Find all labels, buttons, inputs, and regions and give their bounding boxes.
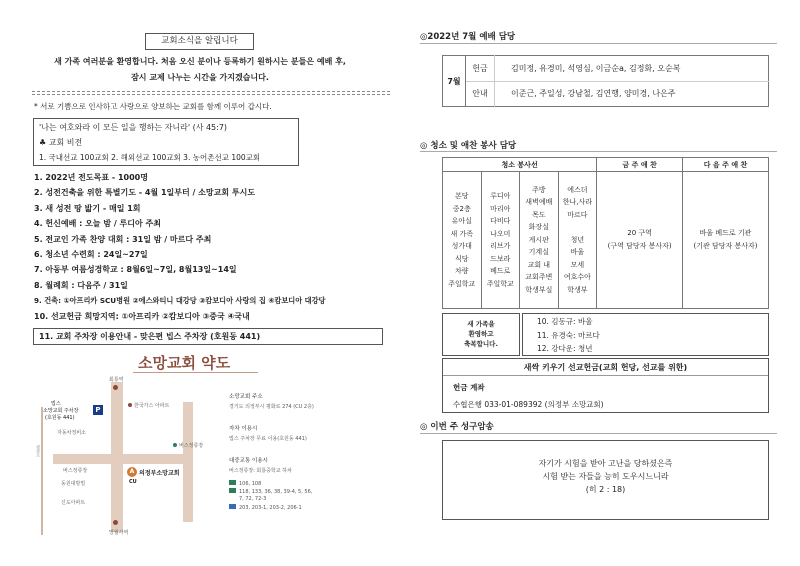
offering-names: 김미정, 유경미, 석영심, 이금순a, 김정화, 오순복 bbox=[495, 56, 769, 82]
divider bbox=[32, 94, 390, 95]
usher-names: 이준근, 주일성, 강남철, 김연행, 양미경, 나은주 bbox=[511, 89, 676, 99]
cleaning-col: 본당 중2층 유아실 새 가족 성가대 식당 차량 주일학교 bbox=[443, 172, 482, 309]
label-church: 의정부소망교회 bbox=[139, 470, 180, 477]
info-transit-head: 대중교통 이용시 bbox=[229, 458, 268, 464]
memory-line: 자기가 시험을 받아 고난을 당하셨은즉 bbox=[538, 459, 673, 468]
road-side bbox=[183, 402, 193, 522]
month-cell: 7월 bbox=[443, 56, 466, 107]
rule bbox=[420, 433, 777, 434]
memory-box bbox=[442, 440, 769, 520]
parking-box bbox=[33, 328, 383, 345]
label-sinchon: 신도아파트 bbox=[61, 500, 86, 506]
news-title-box bbox=[145, 33, 254, 50]
this-week-cell: 20 구역 (구역 담당자 봉사자) bbox=[597, 172, 683, 309]
info-car-head: 자차 이용시 bbox=[229, 426, 258, 432]
label-vips: 빕스 bbox=[51, 401, 61, 407]
mission-box bbox=[442, 358, 769, 413]
info-address-head: 소망교회 주소 bbox=[229, 394, 263, 400]
bus-line: 203, 203-1, 203-2, 206-1 bbox=[229, 504, 384, 512]
mission-title: 새싹 키우기 선교헌금(교회 헌당, 선교를 위한) bbox=[523, 363, 688, 372]
newcomer: 12. 강다운: 청년 bbox=[537, 344, 593, 353]
label-dong: 동원대방빌 bbox=[61, 481, 86, 487]
rule bbox=[443, 375, 768, 376]
vision-items: 1. 국내선교 100교회 2. 해외선교 100교회 3. 농어촌선교 100교회 bbox=[39, 153, 261, 162]
bus-line: 7, 72, 72-3 bbox=[239, 496, 267, 502]
info-transit: 버스정류장: 회룡중학교 하차 bbox=[229, 468, 292, 474]
vision-title: ♣ 교회 비전 bbox=[39, 138, 83, 147]
label-parking: 소망교회 주차장 bbox=[43, 408, 79, 414]
list-item: 10. 선교헌금 희망지역: ①아프리카 ②캄보디아 ③중국 ④국내 bbox=[34, 311, 250, 321]
welcome-line-2: 잠시 교제 나누는 시간을 가지겠습니다. bbox=[131, 73, 269, 82]
cleaning-col: 에스더 한나,사라 마르다 청년 바울 모세 여호수아 학생부 bbox=[558, 172, 597, 309]
bus-line: 118, 133, 36, 38, 39-4, 5, 56, bbox=[229, 488, 384, 496]
announcement-list bbox=[34, 170, 394, 324]
list-item: 2. 성전건축을 위한 특별기도 - 4월 1일부터 / 소망교회 투시도 bbox=[34, 188, 256, 198]
map-title: 소망교회 약도 bbox=[138, 354, 231, 372]
pin-mangwol bbox=[113, 520, 118, 525]
newcomer-label: 새 가족을 환영하고 축복합니다. bbox=[442, 313, 520, 356]
memory-line: 시험 받는 자들을 능히 도우시느니라 bbox=[542, 472, 669, 481]
welcome-line-1: 새 가족 여러분을 환영합니다. 처음 오신 분이나 등록하기 원하시는 분들은 예배 후, bbox=[54, 57, 346, 66]
parking-marker: P bbox=[93, 405, 103, 415]
label-hanguk: 한국가스 아파트 bbox=[134, 403, 170, 409]
memory-title: ◎ 이번 주 성구암송 bbox=[420, 422, 494, 432]
worship-title: ◎2022년 7월 예배 담당 bbox=[420, 32, 516, 42]
next-week-cell: 바울 베드로 기관 (기관 담당자 봉사자) bbox=[683, 172, 769, 309]
verse: '나는 여호와라 이 모든 일을 행하는 자니라' (사 45:7) bbox=[39, 123, 228, 132]
label-hoeryong: 회룡역 bbox=[109, 377, 124, 383]
label-jayu: 자동차정비소 bbox=[57, 430, 86, 436]
list-item: 9. 건축: ①아프리카 SCU병원 ②에스와티니 대강당 ③캄보디아 사랑의 집 ④캄보디아 대강당 bbox=[34, 296, 326, 306]
rule bbox=[420, 43, 777, 44]
label-cu: CU bbox=[129, 479, 137, 485]
account-label: 헌금 계좌 bbox=[453, 383, 485, 392]
head-this-week: 금 주 애 찬 bbox=[597, 158, 683, 172]
newcomer: 11. 유경숙: 마르다 bbox=[537, 330, 600, 340]
head-cleaning: 청소 봉사선 bbox=[443, 158, 597, 172]
role-usher: 안내 bbox=[466, 81, 495, 107]
list-item: 5. 전교인 가족 찬양 대회 : 31일 밤 / 마르다 주최 bbox=[34, 234, 212, 244]
bus-line: 106, 108 bbox=[229, 480, 384, 488]
list-item: 4. 헌신예배 : 오늘 밤 / 루디아 주최 bbox=[34, 219, 161, 229]
rule bbox=[420, 151, 777, 152]
worship-table bbox=[442, 55, 769, 107]
pin-bus bbox=[173, 443, 177, 447]
account-number: 수협은행 033-01-089392 (의정부 소망교회) bbox=[453, 400, 604, 409]
vision-box bbox=[33, 118, 299, 166]
label-busstop2: 버스정류장 bbox=[63, 468, 88, 474]
road-horizontal bbox=[53, 454, 193, 464]
map-info bbox=[229, 392, 384, 512]
cleaning-col: 루디아 마리아 다비다 나오미 리브가 드보라 베드로 주일학교 bbox=[481, 172, 520, 309]
label-vips-addr: (호원동 441) bbox=[45, 415, 75, 421]
head-next-week: 다 음 주 애 찬 bbox=[683, 158, 769, 172]
list-item: 3. 새 성전 땅 밟기 - 매일 1회 bbox=[34, 203, 141, 213]
list-item: 1. 2022년 전도목표 - 1000명 bbox=[34, 173, 148, 182]
church-pin: A bbox=[127, 467, 137, 477]
list-item: 7. 아동부 여름성경학교 : 8월6일~7일, 8월13일~14일 bbox=[34, 265, 237, 275]
news-title: 교회소식을 알립니다 bbox=[161, 36, 238, 46]
newcomer: 10. 김동규: 바울 bbox=[537, 317, 593, 326]
list-item: 6. 청소년 수련회 : 24일~27일 bbox=[34, 249, 148, 259]
bus-icon bbox=[229, 488, 236, 493]
divider bbox=[32, 91, 390, 92]
service-table bbox=[442, 157, 769, 309]
role-offering: 헌금 bbox=[466, 56, 495, 82]
map-title-underline bbox=[133, 372, 258, 373]
label-mangwol: 망월사역 bbox=[109, 530, 129, 536]
bus-icon bbox=[229, 504, 236, 509]
info-address: 경기도 의정부시 평화로 274 (CU 2층) bbox=[229, 404, 314, 410]
info-car: 빕스 주차장 무료 이용(호원동 441) bbox=[229, 436, 307, 442]
bus-icon bbox=[229, 480, 236, 485]
memory-reference: (히 2 : 18) bbox=[585, 485, 626, 494]
pin-hoeryong bbox=[113, 385, 118, 390]
list-item: 8. 월례회 : 다음주 / 31일 bbox=[34, 280, 128, 290]
pin-hanguk bbox=[128, 403, 132, 407]
parking-info: 11. 교회 주차장 이용안내 - 맞은편 빕스 주차장 (호원동 441) bbox=[39, 332, 261, 341]
label-bus: 버스정류장 bbox=[179, 443, 204, 449]
map bbox=[33, 352, 388, 542]
church-note: * 서로 기쁨으로 인사하고 사랑으로 양보하는 교회를 함께 이루어 갑시다. bbox=[34, 102, 272, 111]
service-title: ◎ 청소 및 애찬 봉사 담당 bbox=[420, 141, 517, 151]
newcomer-list bbox=[522, 313, 769, 356]
road-left bbox=[41, 407, 43, 535]
road-name: 평화로 bbox=[36, 445, 41, 457]
cleaning-col: 주방 새벽예배 목도 화장실 게시판 기계실 교회 내 교회주변 학생부실 bbox=[520, 172, 559, 309]
